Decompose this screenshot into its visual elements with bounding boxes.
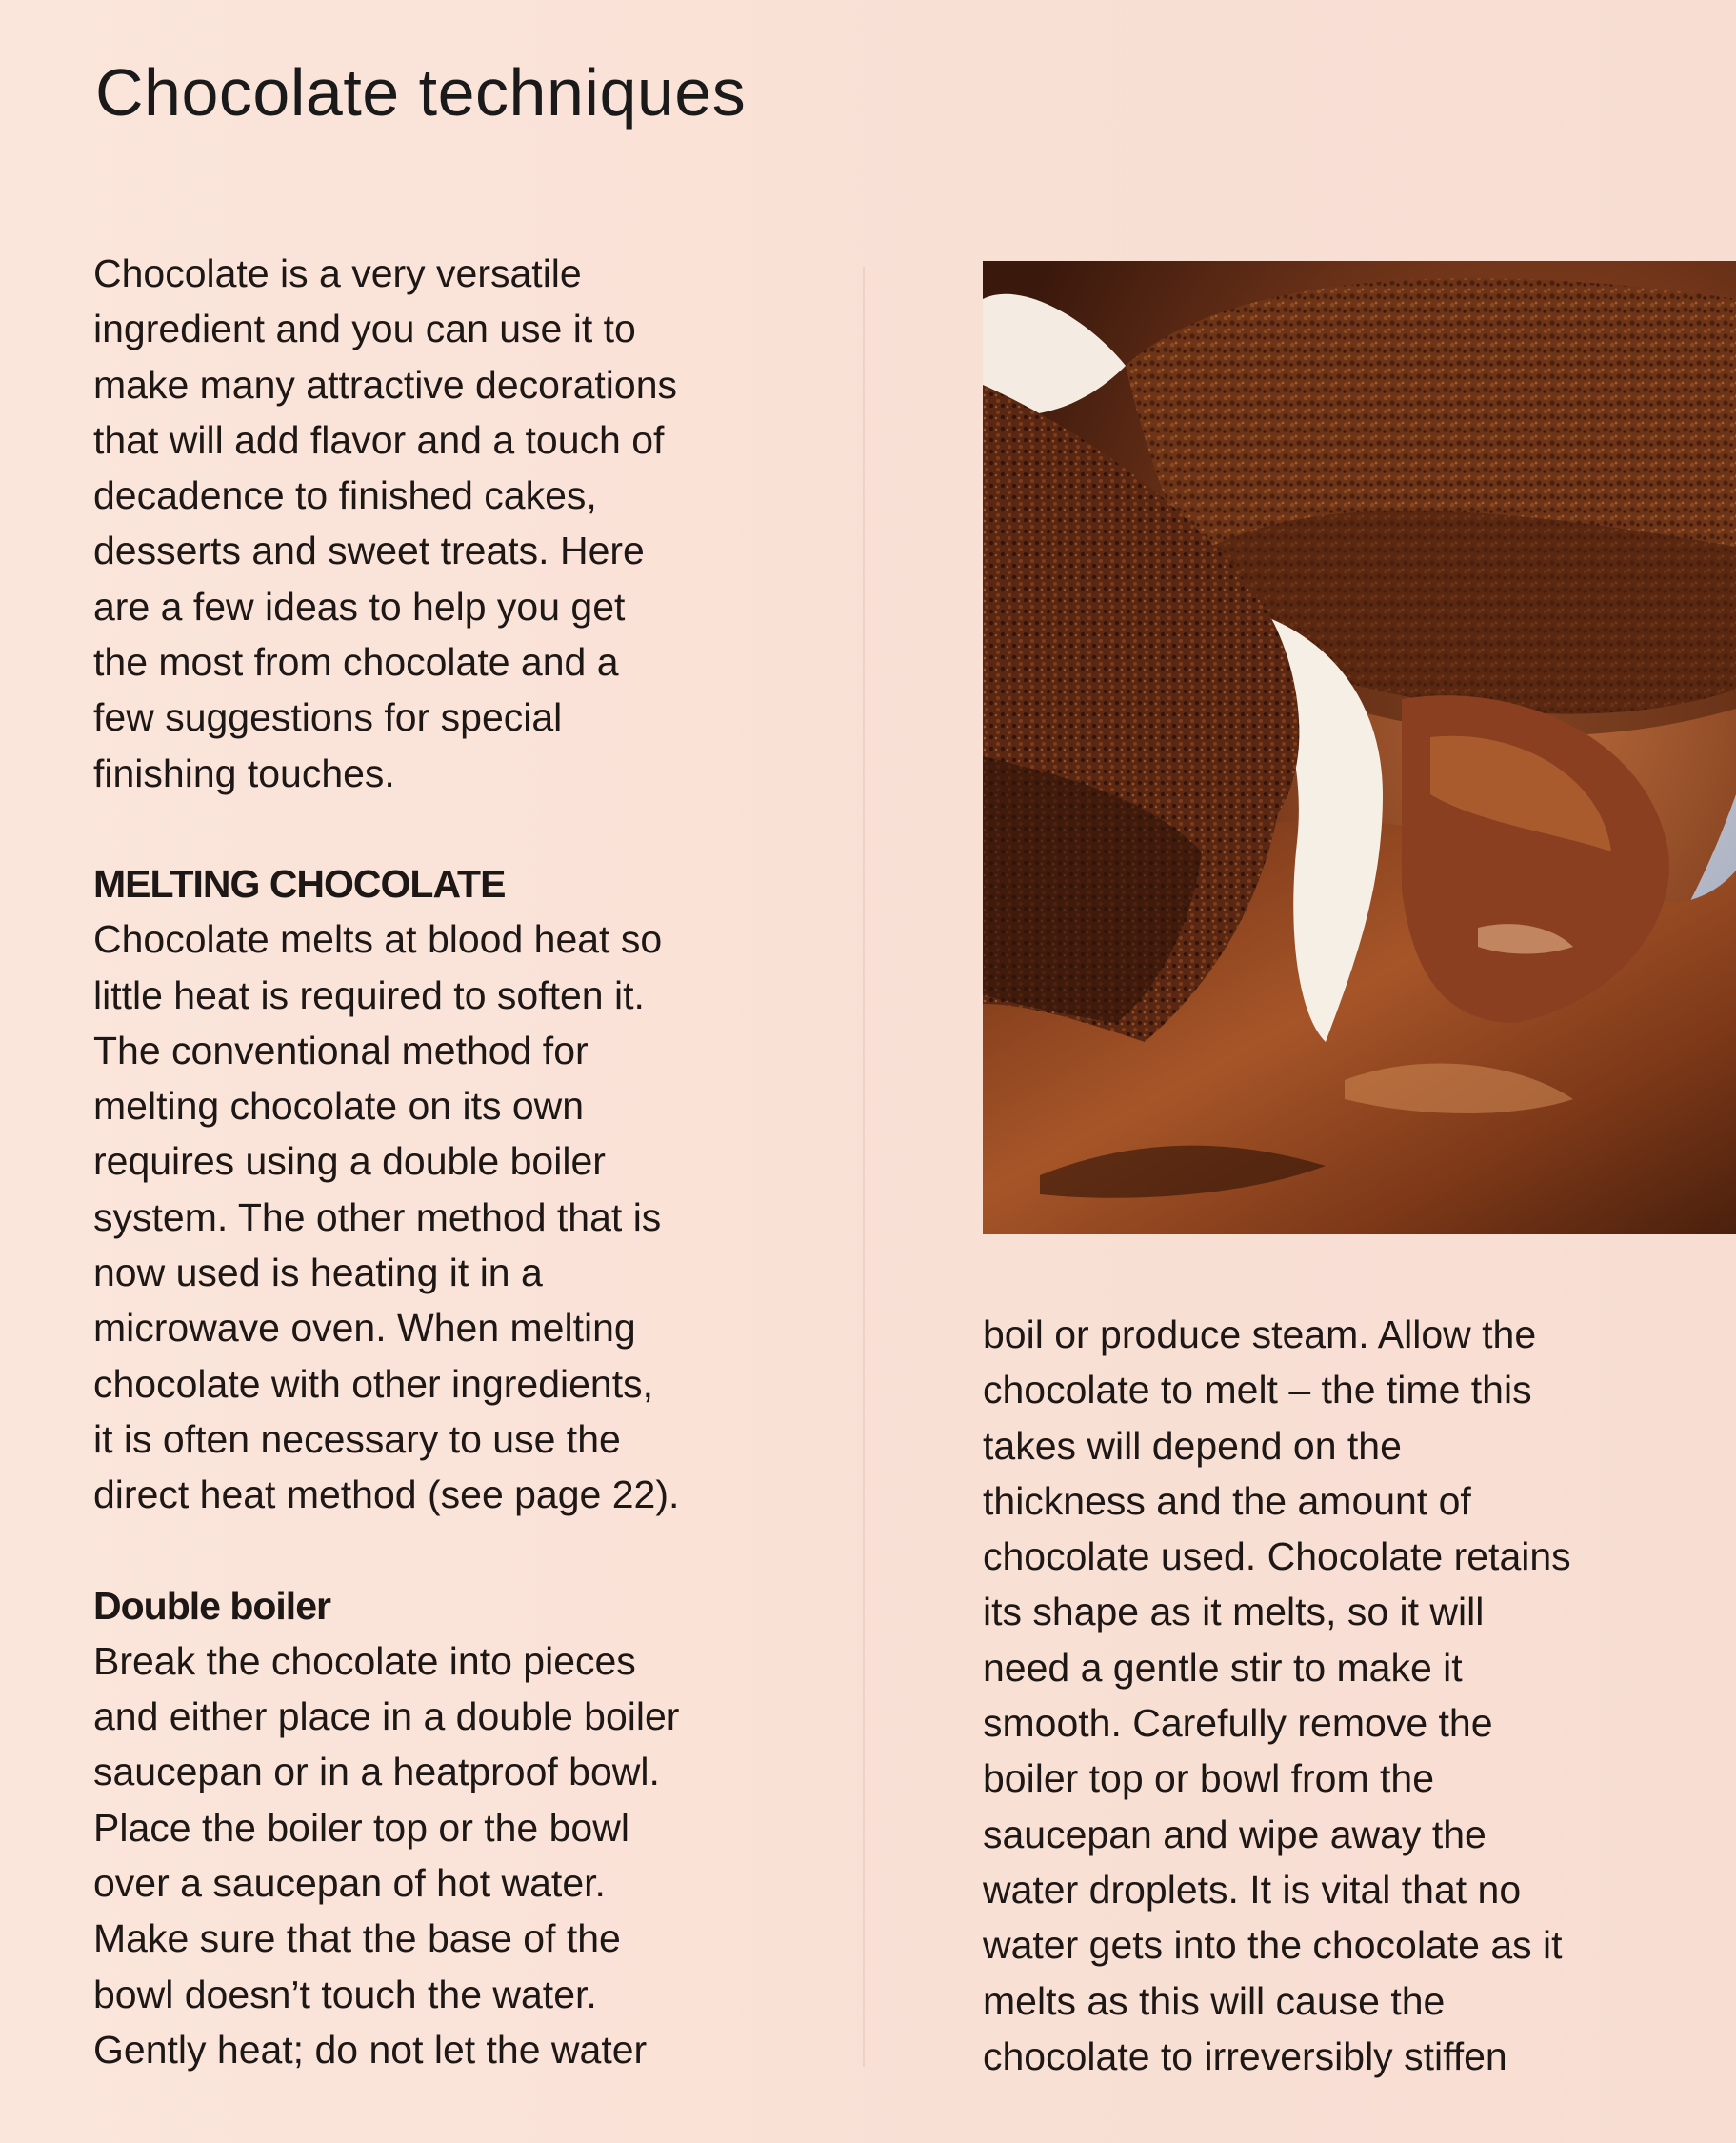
double-boiler-paragraph-left: Break the chocolate into pieces and either place in a double boiler saucepan or in a heatproof bowl. Place the boiler top or the bowl over a saucepan of hot water. Make sure that the base of the bowl doesn’t touch the water. Gently heat; do not let the water [93,1638,680,2072]
spacer [93,801,779,856]
chocolate-pudding-illustration [983,261,1736,1234]
double-boiler-heading: Double boiler [93,1583,330,1628]
right-column [983,1307,1687,2084]
left-column [93,246,779,2077]
melting-chocolate-paragraph: Chocolate melts at blood heat so little heat is required to soften it. The conventional method for melting chocolate on its own requires using a double boiler system. The other method that is now used is heating it in a microwave oven. When melting chocolate with other ingredients, it is often necessary to use the direct heat method (see page 22). [93,917,680,1517]
double-boiler-paragraph-right: boil or produce steam. Allow the chocolate to melt – the time this takes will depend on the thickness and the amount of chocolate used. Chocolate retains its shape as it melts, so it will need a gentle stir to make it smooth. Carefully remove the boiler top or bowl from the saucepan and wipe away the water droplets. It is vital that no water gets into the chocolate as it melts as this will cause the chocolate to irreversibly stiffen [983,1312,1571,2078]
column-divider [863,267,865,2067]
spacer [93,1523,779,1578]
melting-chocolate-heading: MELTING CHOCOLATE [93,861,506,906]
intro-paragraph: Chocolate is a very versatile ingredient and you can use it to make many attractive decorations that will add flavor and a touch of decadence to finished cakes, desserts and sweet treats. Here are a few ideas to help you get the most from chocolate and a few suggestions for special finishing touches. [93,251,677,795]
chocolate-pudding-photo [983,261,1736,1234]
page-title: Chocolate techniques [95,54,747,130]
